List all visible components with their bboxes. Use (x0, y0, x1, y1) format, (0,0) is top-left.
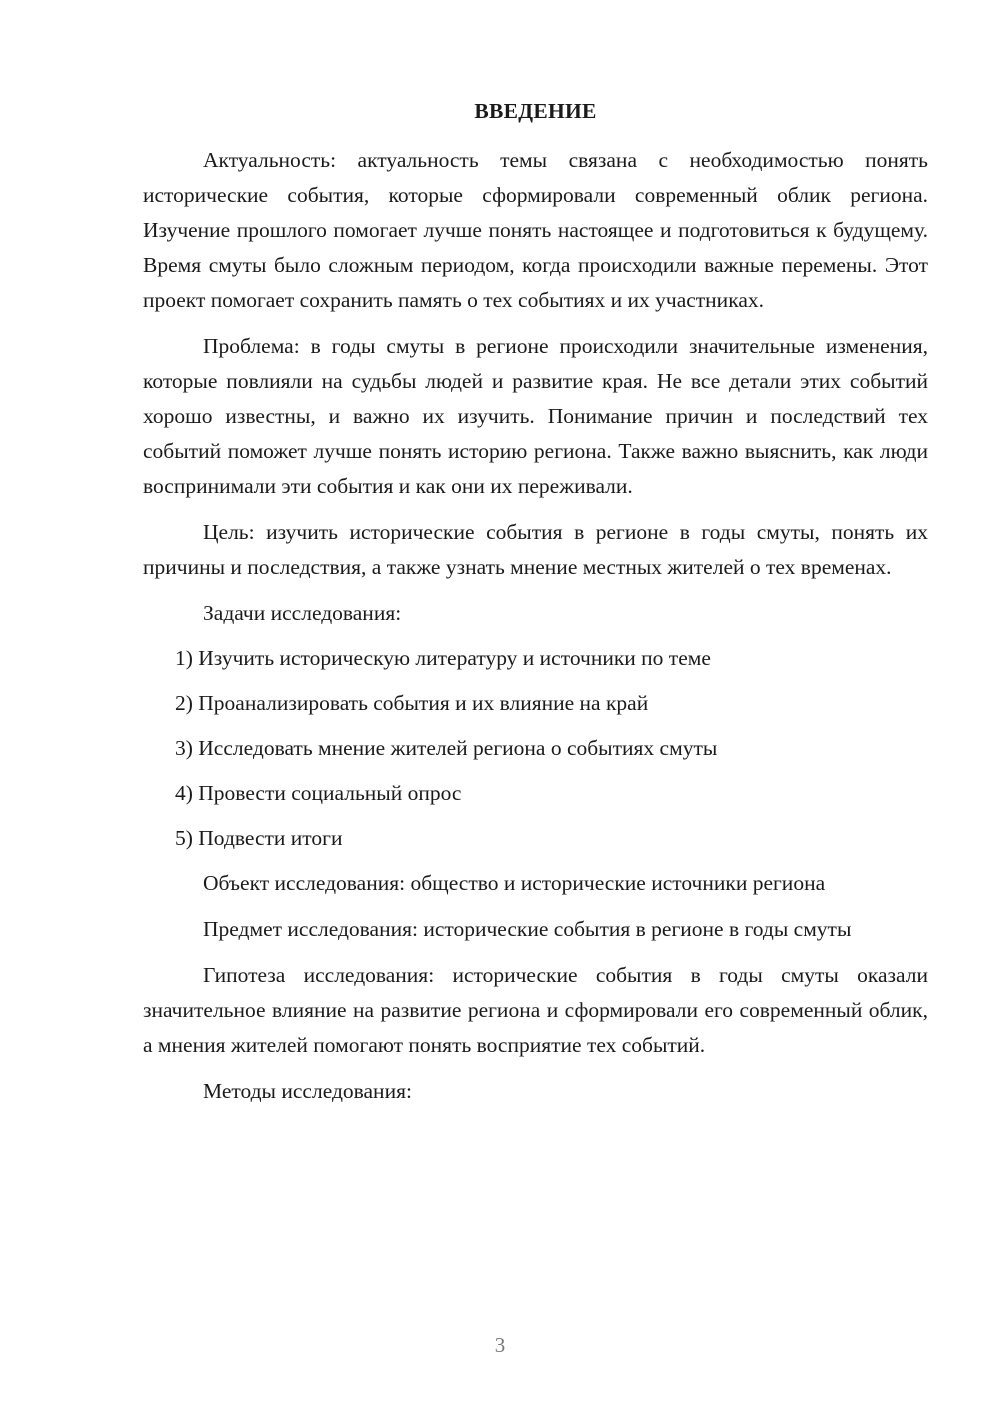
problem-paragraph: Проблема: в годы смуты в регионе происходили значительные изменения, которые повлияли на судьбы людей и развитие края. Не все детали этих событий хорошо известны, и важно их изучить. Понимание причин и последствий тех событий поможет лучше понять историю региона. Также важно выяснить, как люди воспринимали эти события и как они их переживали. (143, 334, 928, 498)
list-item: 2) Проанализировать события и их влияние на край (175, 691, 649, 715)
list-item: 5) Подвести итоги (175, 826, 343, 850)
document-page (143, 96, 928, 1119)
list-item: 3) Исследовать мнение жителей региона о событиях смуты (175, 736, 718, 760)
list-item: 4) Провести социальный опрос (175, 781, 462, 805)
subject-paragraph: Предмет исследования: исторические события в регионе в годы смуты (203, 917, 852, 941)
list-item: 1) Изучить историческую литературу и источники по теме (175, 646, 711, 670)
object-paragraph: Объект исследования: общество и исторические источники региона (203, 871, 826, 895)
page-number: 3 (494, 1333, 506, 1357)
page-title: ВВЕДЕНИЕ (474, 99, 597, 123)
methods-heading: Методы исследования: (203, 1079, 412, 1103)
hypothesis-paragraph: Гипотеза исследования: исторические события в годы смуты оказали значительное влияние на развитие региона и сформировали его современный облик, а мнения жителей помогают понять восприятие тех событий. (143, 963, 928, 1057)
tasks-heading: Задачи исследования: (203, 601, 402, 625)
tasks-list (143, 641, 928, 856)
relevance-paragraph: Актуальность: актуальность темы связана с необходимостью понять исторические события, которые сформировали современный облик региона. Изучение прошлого помогает лучше понять настоящее и подготовиться к будущему. Время смуты было сложным периодом, когда происходили важные перемены. Этот проект помогает сохранить память о тех событиях и их участниках. (143, 148, 928, 312)
goal-paragraph: Цель: изучить исторические события в регионе в годы смуты, понять их причины и последствия, а также узнать мнение местных жителей о тех временах. (143, 520, 928, 579)
